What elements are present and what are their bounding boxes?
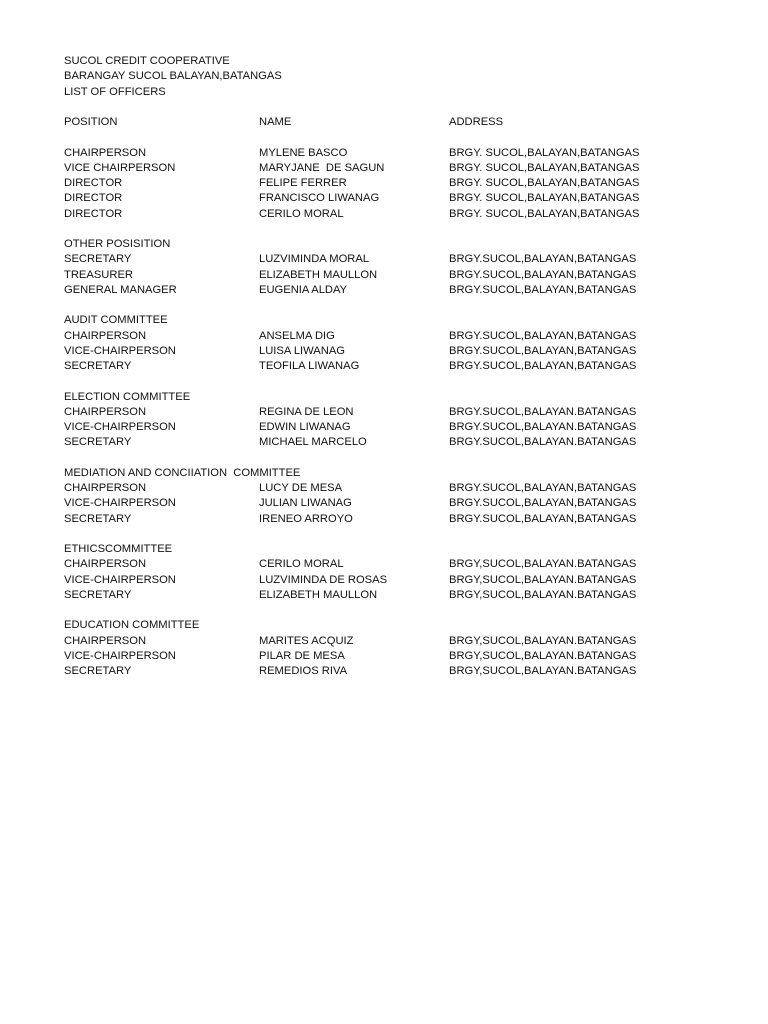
table-row	[64, 405, 724, 420]
table-row	[64, 573, 724, 588]
address-cell: BRGY. SUCOL,BALAYAN,BATANGAS	[449, 207, 640, 220]
name-cell: ELIZABETH MAULLON	[259, 588, 378, 601]
position-cell: VICE-CHAIRPERSON	[64, 573, 176, 586]
name-cell: EDWIN LIWANAG	[259, 421, 351, 433]
address-cell: BRGY. SUCOL,BALAYAN,BATANGAS	[449, 161, 640, 174]
column-header-address: ADDRESS	[449, 116, 504, 128]
name-cell: CERILO MORAL	[259, 207, 344, 220]
table-row	[64, 435, 724, 450]
section-title: MEDIATION AND CONCIIATION COMMITTEE	[64, 466, 301, 479]
column-headers	[64, 115, 724, 130]
address-cell: BRGY. SUCOL,BALAYAN,BATANGAS	[449, 146, 640, 159]
position-cell: VICE-CHAIRPERSON	[64, 421, 176, 433]
table-row	[64, 557, 724, 572]
position-cell: SECRETARY	[64, 436, 132, 449]
position-cell: TREASURER	[64, 268, 133, 281]
name-cell: LUCY DE MESA	[259, 482, 343, 494]
section-title: ETHICSCOMMITTEE	[64, 543, 173, 555]
table-row	[64, 176, 724, 191]
name-cell: MYLENE BASCO	[259, 146, 348, 159]
position-cell: CHAIRPERSON	[64, 482, 147, 494]
name-cell: FRANCISCO LIWANAG	[259, 192, 380, 205]
position-cell: SECRETARY	[64, 253, 132, 266]
address-cell: BRGY,SUCOL,BALAYAN.BATANGAS	[449, 558, 637, 571]
position-cell: SECRETARY	[64, 512, 132, 525]
name-cell: TEOFILA LIWANAG	[259, 360, 360, 372]
position-cell: VICE CHAIRPERSON	[64, 161, 176, 174]
name-cell: LUZVIMINDA MORAL	[259, 253, 370, 266]
name-cell: ELIZABETH MAULLON	[259, 268, 378, 281]
address-cell: BRGY,SUCOL,BALAYAN.BATANGAS	[449, 665, 637, 677]
position-cell: CHAIRPERSON	[64, 634, 147, 647]
position-cell: DIRECTOR	[64, 177, 123, 189]
address-cell: BRGY.SUCOL,BALAYAN.BATANGAS	[449, 436, 637, 449]
position-cell: SECRETARY	[64, 665, 132, 677]
position-cell: VICE-CHAIRPERSON	[64, 497, 176, 510]
table-row	[64, 420, 724, 435]
list-title: LIST OF OFFICERS	[64, 85, 166, 98]
position-cell: CHAIRPERSON	[64, 329, 147, 342]
address-cell: BRGY,SUCOL,BALAYAN.BATANGAS	[449, 573, 637, 586]
name-cell: FELIPE FERRER	[259, 177, 347, 189]
name-cell: EUGENIA ALDAY	[259, 283, 348, 296]
name-cell: LUISA LIWANAG	[259, 344, 346, 357]
position-cell: SECRETARY	[64, 588, 132, 601]
section-title: EDUCATION COMMITTEE	[64, 619, 200, 632]
table-row	[64, 161, 724, 176]
table-row	[64, 283, 724, 298]
address-cell: BRGY.SUCOL,BALAYAN,BATANGAS	[449, 482, 637, 494]
position-cell: CHAIRPERSON	[64, 558, 147, 571]
name-cell: PILAR DE MESA	[259, 649, 345, 662]
name-cell: MICHAEL MARCELO	[259, 436, 367, 449]
section-title: AUDIT COMMITTEE	[64, 314, 168, 327]
address-cell: BRGY.SUCOL,BALAYAN,BATANGAS	[449, 497, 637, 510]
address-cell: BRGY.SUCOL,BALAYAN.BATANGAS	[449, 421, 637, 433]
table-row	[64, 664, 724, 679]
name-cell: REGINA DE LEON	[259, 405, 354, 418]
position-cell: SECRETARY	[64, 360, 132, 372]
position-cell: DIRECTOR	[64, 192, 123, 205]
address-cell: BRGY.SUCOL,BALAYAN,BATANGAS	[449, 512, 637, 525]
table-row	[64, 268, 724, 283]
name-cell: MARITES ACQUIZ	[259, 634, 354, 647]
address-cell: BRGY.SUCOL,BALAYAN,BATANGAS	[449, 268, 637, 281]
name-cell: REMEDIOS RIVA	[259, 665, 348, 677]
table-row	[64, 344, 724, 359]
column-header-name: NAME	[259, 116, 292, 128]
position-cell: VICE-CHAIRPERSON	[64, 344, 176, 357]
address-cell: BRGY. SUCOL,BALAYAN,BATANGAS	[449, 192, 640, 205]
name-cell: IRENEO ARROYO	[259, 512, 353, 525]
address-cell: BRGY.SUCOL,BALAYAN,BATANGAS	[449, 344, 637, 357]
address-cell: BRGY,SUCOL,BALAYAN.BATANGAS	[449, 649, 637, 662]
name-cell: ANSELMA DIG	[259, 329, 335, 342]
name-cell: LUZVIMINDA DE ROSAS	[259, 573, 388, 586]
address-cell: BRGY,SUCOL,BALAYAN.BATANGAS	[449, 634, 637, 647]
table-row	[64, 496, 724, 511]
position-cell: DIRECTOR	[64, 207, 123, 220]
address-cell: BRGY.SUCOL,BALAYAN,BATANGAS	[449, 329, 637, 342]
table-row	[64, 329, 724, 344]
table-row	[64, 359, 724, 374]
position-cell: GENERAL MANAGER	[64, 283, 177, 296]
org-location: BARANGAY SUCOL BALAYAN,BATANGAS	[64, 70, 282, 83]
position-cell: CHAIRPERSON	[64, 146, 147, 159]
table-row	[64, 588, 724, 603]
address-cell: BRGY,SUCOL,BALAYAN.BATANGAS	[449, 588, 637, 601]
address-cell: BRGY.SUCOL,BALAYAN.BATANGAS	[449, 405, 637, 418]
section-title: ELECTION COMMITTEE	[64, 390, 191, 403]
table-row	[64, 634, 724, 649]
address-cell: BRGY. SUCOL,BALAYAN,BATANGAS	[449, 177, 640, 189]
table-row	[64, 252, 724, 267]
position-cell: VICE-CHAIRPERSON	[64, 649, 176, 662]
table-row	[64, 649, 724, 664]
org-name: SUCOL CREDIT COOPERATIVE	[64, 55, 230, 67]
address-cell: BRGY.SUCOL,BALAYAN,BATANGAS	[449, 283, 637, 296]
table-row	[64, 481, 724, 496]
section-title: OTHER POSISITION	[64, 238, 171, 250]
name-cell: CERILO MORAL	[259, 558, 344, 571]
table-row	[64, 512, 724, 527]
column-header-position: POSITION	[64, 116, 118, 128]
table-row	[64, 191, 724, 206]
table-row	[64, 146, 724, 161]
position-cell: CHAIRPERSON	[64, 405, 147, 418]
name-cell: MARYJANE DE SAGUN	[259, 161, 385, 174]
address-cell: BRGY.SUCOL,BALAYAN,BATANGAS	[449, 253, 637, 266]
address-cell: BRGY.SUCOL,BALAYAN,BATANGAS	[449, 360, 637, 372]
table-row	[64, 207, 724, 222]
name-cell: JULIAN LIWANAG	[259, 497, 352, 510]
